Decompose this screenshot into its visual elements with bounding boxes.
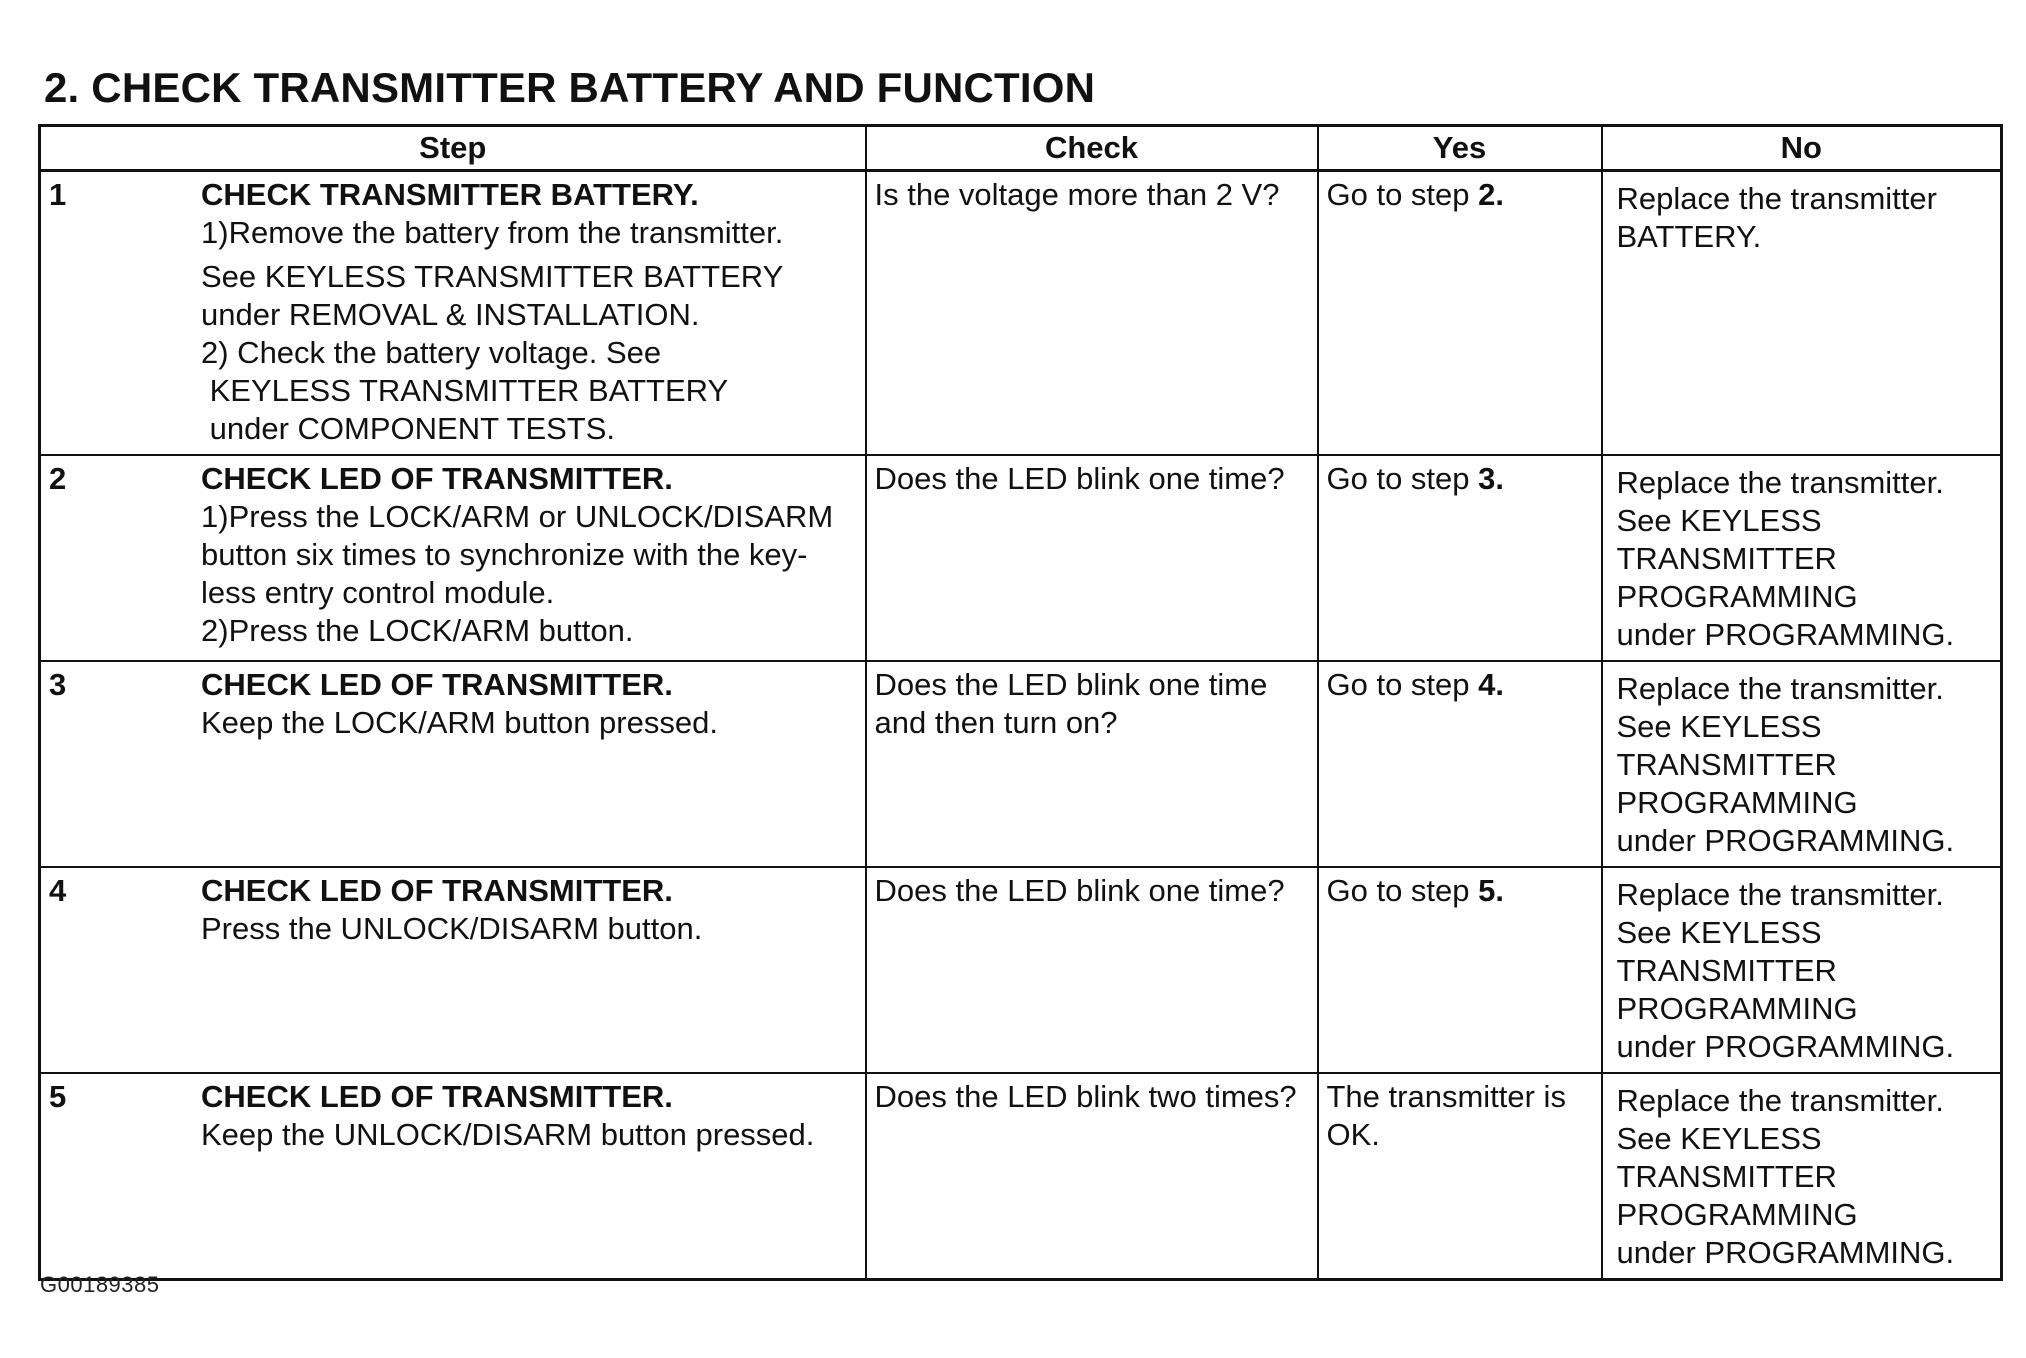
yes-step-number: 4.: [1478, 667, 1504, 702]
step-number: 4: [49, 873, 67, 908]
no-text-line: Replace the transmitter.: [1616, 465, 1944, 500]
yes-cell: [1318, 867, 1602, 1073]
yes-step-number: 5.: [1478, 873, 1504, 908]
table-row: [40, 455, 2002, 661]
figure-id: G00189385: [40, 1272, 160, 1297]
no-text-line: under PROGRAMMING.: [1616, 823, 1955, 858]
step-text-line: Keep the UNLOCK/DISARM button pressed.: [201, 1117, 815, 1152]
no-text-line: under PROGRAMMING.: [1616, 1029, 1955, 1064]
header-check: Check: [866, 126, 1318, 171]
header-no: No: [1602, 126, 2002, 171]
step-cell: [40, 1073, 866, 1280]
yes-cell: [1318, 661, 1602, 867]
step-text-line: KEYLESS TRANSMITTER BATTERY: [201, 373, 729, 408]
no-text-line: See KEYLESS: [1616, 915, 1822, 950]
no-text-line: PROGRAMMING: [1616, 579, 1858, 614]
yes-text: Go to step: [1326, 461, 1479, 496]
step-text-line: under COMPONENT TESTS.: [201, 411, 616, 446]
no-text-line: Replace the transmitter.: [1616, 877, 1944, 912]
table-row: [40, 867, 2002, 1073]
step-number: 1: [49, 177, 67, 212]
table-row: [40, 1073, 2002, 1280]
step-heading: CHECK LED OF TRANSMITTER.: [201, 667, 673, 702]
no-cell: [1602, 661, 2002, 867]
table-header-row: [40, 126, 2002, 171]
no-text-line: BATTERY.: [1616, 219, 1762, 254]
step-text-line: Press the UNLOCK/DISARM button.: [201, 911, 703, 946]
no-text-line: Replace the transmitter.: [1616, 1083, 1944, 1118]
table-row: [40, 661, 2002, 867]
yes-text: Go to step: [1326, 873, 1479, 908]
no-cell: [1602, 171, 2002, 456]
page-title: 2. CHECK TRANSMITTER BATTERY AND FUNCTION: [44, 64, 1096, 111]
yes-step-number: 2.: [1478, 177, 1504, 212]
step-cell: [40, 171, 866, 456]
header-yes: Yes: [1318, 126, 1602, 171]
yes-text: Go to step: [1326, 667, 1479, 702]
no-text-line: See KEYLESS: [1616, 503, 1822, 538]
check-cell: Does the LED blink one time and then turn on?: [866, 661, 1318, 867]
check-cell: Does the LED blink one time?: [866, 867, 1318, 1073]
step-cell: [40, 867, 866, 1073]
step-number: 5: [49, 1079, 67, 1114]
yes-cell: [1318, 455, 1602, 661]
yes-text: Go to step: [1326, 177, 1479, 212]
step-number: 2: [49, 461, 67, 496]
no-text-line: PROGRAMMING: [1616, 1197, 1858, 1232]
step-text-line: button six times to synchronize with the key-: [201, 537, 808, 572]
no-text-line: See KEYLESS: [1616, 709, 1822, 744]
step-heading: CHECK LED OF TRANSMITTER.: [201, 873, 673, 908]
no-text-line: under PROGRAMMING.: [1616, 617, 1955, 652]
step-text-line: under REMOVAL & INSTALLATION.: [201, 297, 700, 332]
step-text-line: Keep the LOCK/ARM button pressed.: [201, 705, 718, 740]
step-text-line: 2)Press the LOCK/ARM button.: [201, 613, 634, 648]
step-heading: CHECK LED OF TRANSMITTER.: [201, 1079, 673, 1114]
table-body: [40, 171, 2002, 1280]
step-number: 3: [49, 667, 67, 702]
no-cell: [1602, 867, 2002, 1073]
yes-cell: [1318, 1073, 1602, 1280]
no-cell: [1602, 1073, 2002, 1280]
yes-cell: [1318, 171, 1602, 456]
step-cell: [40, 661, 866, 867]
step-text-line: less entry control module.: [201, 575, 555, 610]
table-row: [40, 171, 2002, 456]
header-step: Step: [40, 126, 866, 171]
step-heading: CHECK LED OF TRANSMITTER.: [201, 461, 673, 496]
no-text-line: TRANSMITTER: [1616, 541, 1837, 576]
no-text-line: PROGRAMMING: [1616, 785, 1858, 820]
step-text-line: 2) Check the battery voltage. See: [201, 335, 662, 370]
yes-step-number: 3.: [1478, 461, 1504, 496]
step-text-line: See KEYLESS TRANSMITTER BATTERY: [201, 259, 784, 294]
no-text-line: under PROGRAMMING.: [1616, 1235, 1955, 1270]
step-text-line: 1)Press the LOCK/ARM or UNLOCK/DISARM: [201, 499, 834, 534]
no-text-line: TRANSMITTER: [1616, 953, 1837, 988]
step-text-line: 1)Remove the battery from the transmitter.: [201, 215, 784, 250]
no-text-line: TRANSMITTER: [1616, 747, 1837, 782]
check-cell: Does the LED blink one time?: [866, 455, 1318, 661]
no-text-line: Replace the transmitter: [1616, 181, 1937, 216]
step-heading: CHECK TRANSMITTER BATTERY.: [201, 177, 699, 212]
check-cell: Does the LED blink two times?: [866, 1073, 1318, 1280]
no-text-line: See KEYLESS: [1616, 1121, 1822, 1156]
no-cell: [1602, 455, 2002, 661]
no-text-line: Replace the transmitter.: [1616, 671, 1944, 706]
no-text-line: TRANSMITTER: [1616, 1159, 1837, 1194]
check-cell: Is the voltage more than 2 V?: [866, 171, 1318, 456]
procedure-table: [38, 124, 2003, 1281]
yes-text: The transmitter is OK.: [1326, 1079, 1566, 1152]
no-text-line: PROGRAMMING: [1616, 991, 1858, 1026]
step-cell: [40, 455, 866, 661]
